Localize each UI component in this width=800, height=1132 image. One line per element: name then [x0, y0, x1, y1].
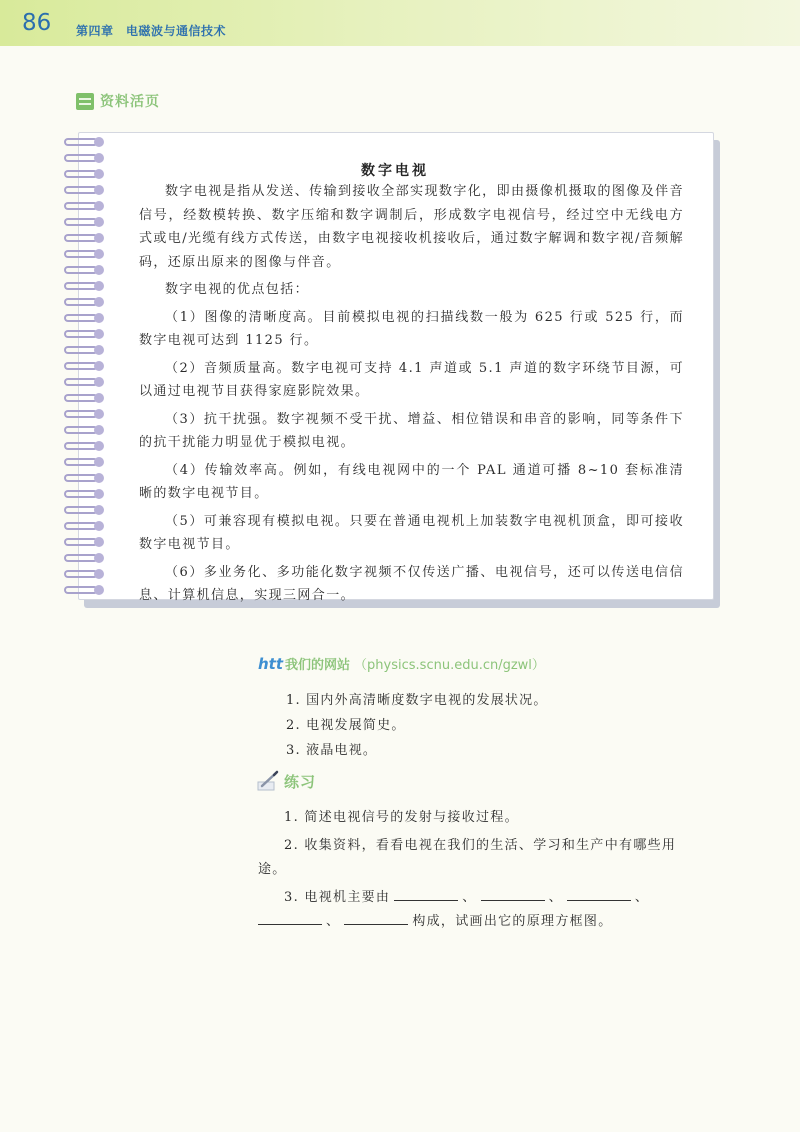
- spiral-ring: [62, 136, 108, 148]
- spiral-ring: [62, 296, 108, 308]
- article-paragraph: （4）传输效率高。例如，有线电视网中的一个 PAL 通道可播 8~10 套标准清晰的数字电视节目。: [139, 462, 684, 501]
- spiral-binding: [62, 136, 108, 596]
- spiral-ring: [62, 520, 108, 532]
- spiral-ring: [62, 248, 108, 260]
- spiral-ring: [62, 200, 108, 212]
- exercise-title: 练习: [284, 772, 317, 791]
- list-item: 1. 国内外高清晰度数字电视的发展状况。: [286, 693, 548, 708]
- separator: 、: [548, 890, 563, 905]
- fill-blank[interactable]: [344, 910, 408, 925]
- article-paragraph: 数字电视的优点包括：: [165, 282, 310, 297]
- website-url[interactable]: （physics.scnu.edu.cn/gzwl）: [354, 658, 545, 673]
- pen-icon: [256, 770, 280, 792]
- spiral-ring: [62, 280, 108, 292]
- website-title: 我们的网站: [285, 658, 351, 673]
- spiral-ring: [62, 392, 108, 404]
- article-paragraph: （6）多业务化、多功能化数字视频不仅传送广播、电视信号，还可以传送电信信息、计算机信息，实现三网合一。: [139, 564, 684, 603]
- list-item: 3. 液晶电视。: [286, 743, 378, 758]
- spiral-ring: [62, 440, 108, 452]
- separator: 、: [326, 914, 341, 929]
- spiral-ring: [62, 424, 108, 436]
- spiral-ring: [62, 344, 108, 356]
- spiral-ring: [62, 472, 108, 484]
- spiral-ring: [62, 376, 108, 388]
- notebook-icon: [76, 93, 94, 110]
- fill-blank[interactable]: [567, 886, 631, 901]
- spiral-ring: [62, 264, 108, 276]
- exercise-heading: [256, 770, 316, 792]
- article-title: 数字电视: [361, 163, 429, 179]
- web-logo: htt: [258, 655, 284, 673]
- article-paragraph: 数字电视是指从发送、传输到接收全部实现数字化，即由摄像机摄取的图像及伴音信号，经数模转换、数字压缩和数字调制后，形成数字电视信号，经过空中无线电方式或电/光缆有线方式传送，由数字电视接收机接收后，通过数字解调和数字视/音频解码，还原出原来的图像与伴音。: [139, 184, 684, 270]
- separator: 、: [634, 890, 650, 905]
- spiral-ring: [62, 552, 108, 564]
- article-body: [139, 180, 684, 608]
- separator: 、: [462, 890, 477, 905]
- spiral-ring: [62, 536, 108, 548]
- spiral-ring: [62, 184, 108, 196]
- spiral-ring: [62, 504, 108, 516]
- fill-blank[interactable]: [258, 910, 322, 925]
- spiral-ring: [62, 312, 108, 324]
- spiral-ring: [62, 360, 108, 372]
- exercise-body: [258, 806, 698, 934]
- spiral-ring: [62, 488, 108, 500]
- exercise-item-3-prefix: 3. 电视机主要由: [284, 890, 391, 905]
- fill-blank[interactable]: [481, 886, 545, 901]
- spiral-ring: [62, 408, 108, 420]
- spiral-ring: [62, 216, 108, 228]
- chapter-title: 第四章 电磁波与通信技术: [76, 24, 227, 38]
- exercise-item-3-suffix: 构成，试画出它的原理方框图。: [412, 914, 613, 929]
- exercise-item: 1. 简述电视信号的发射与接收过程。: [284, 810, 519, 825]
- exercise-item-3: [258, 886, 698, 910]
- article-paragraph: （3）抗干扰强。数字视频不受干扰、增益、相位错误和串音的影响，同等条件下的抗干扰能力明显优于模拟电视。: [139, 411, 684, 450]
- website-heading: [258, 654, 545, 673]
- spiral-ring: [62, 456, 108, 468]
- page-number: 86: [22, 10, 52, 36]
- spiral-ring: [62, 328, 108, 340]
- exercise-item: 2. 收集资料，看看电视在我们的生活、学习和生产中有哪些用途。: [258, 838, 677, 877]
- spiral-ring: [62, 232, 108, 244]
- exercise-item-3-cont: [258, 910, 698, 934]
- section-title: 资料活页: [100, 94, 160, 110]
- section-heading: [76, 90, 160, 112]
- article-paragraph: （5）可兼容现有模拟电视。只要在普通电视机上加装数字电视机顶盒，即可接收数字电视节目。: [139, 513, 684, 552]
- fill-blank[interactable]: [394, 886, 458, 901]
- list-item: 2. 电视发展简史。: [286, 718, 406, 733]
- spiral-ring: [62, 584, 108, 596]
- article-paragraph: （2）音频质量高。数字电视可支持 4.1 声道或 5.1 声道的数字环绕节目源，可以通过电视节目获得家庭影院效果。: [139, 360, 684, 399]
- article-paragraph: （1）图像的清晰度高。目前模拟电视的扫描线数一般为 625 行或 525 行，而数字电视可达到 1125 行。: [139, 309, 684, 348]
- spiral-ring: [62, 568, 108, 580]
- website-topic-list: [286, 688, 548, 763]
